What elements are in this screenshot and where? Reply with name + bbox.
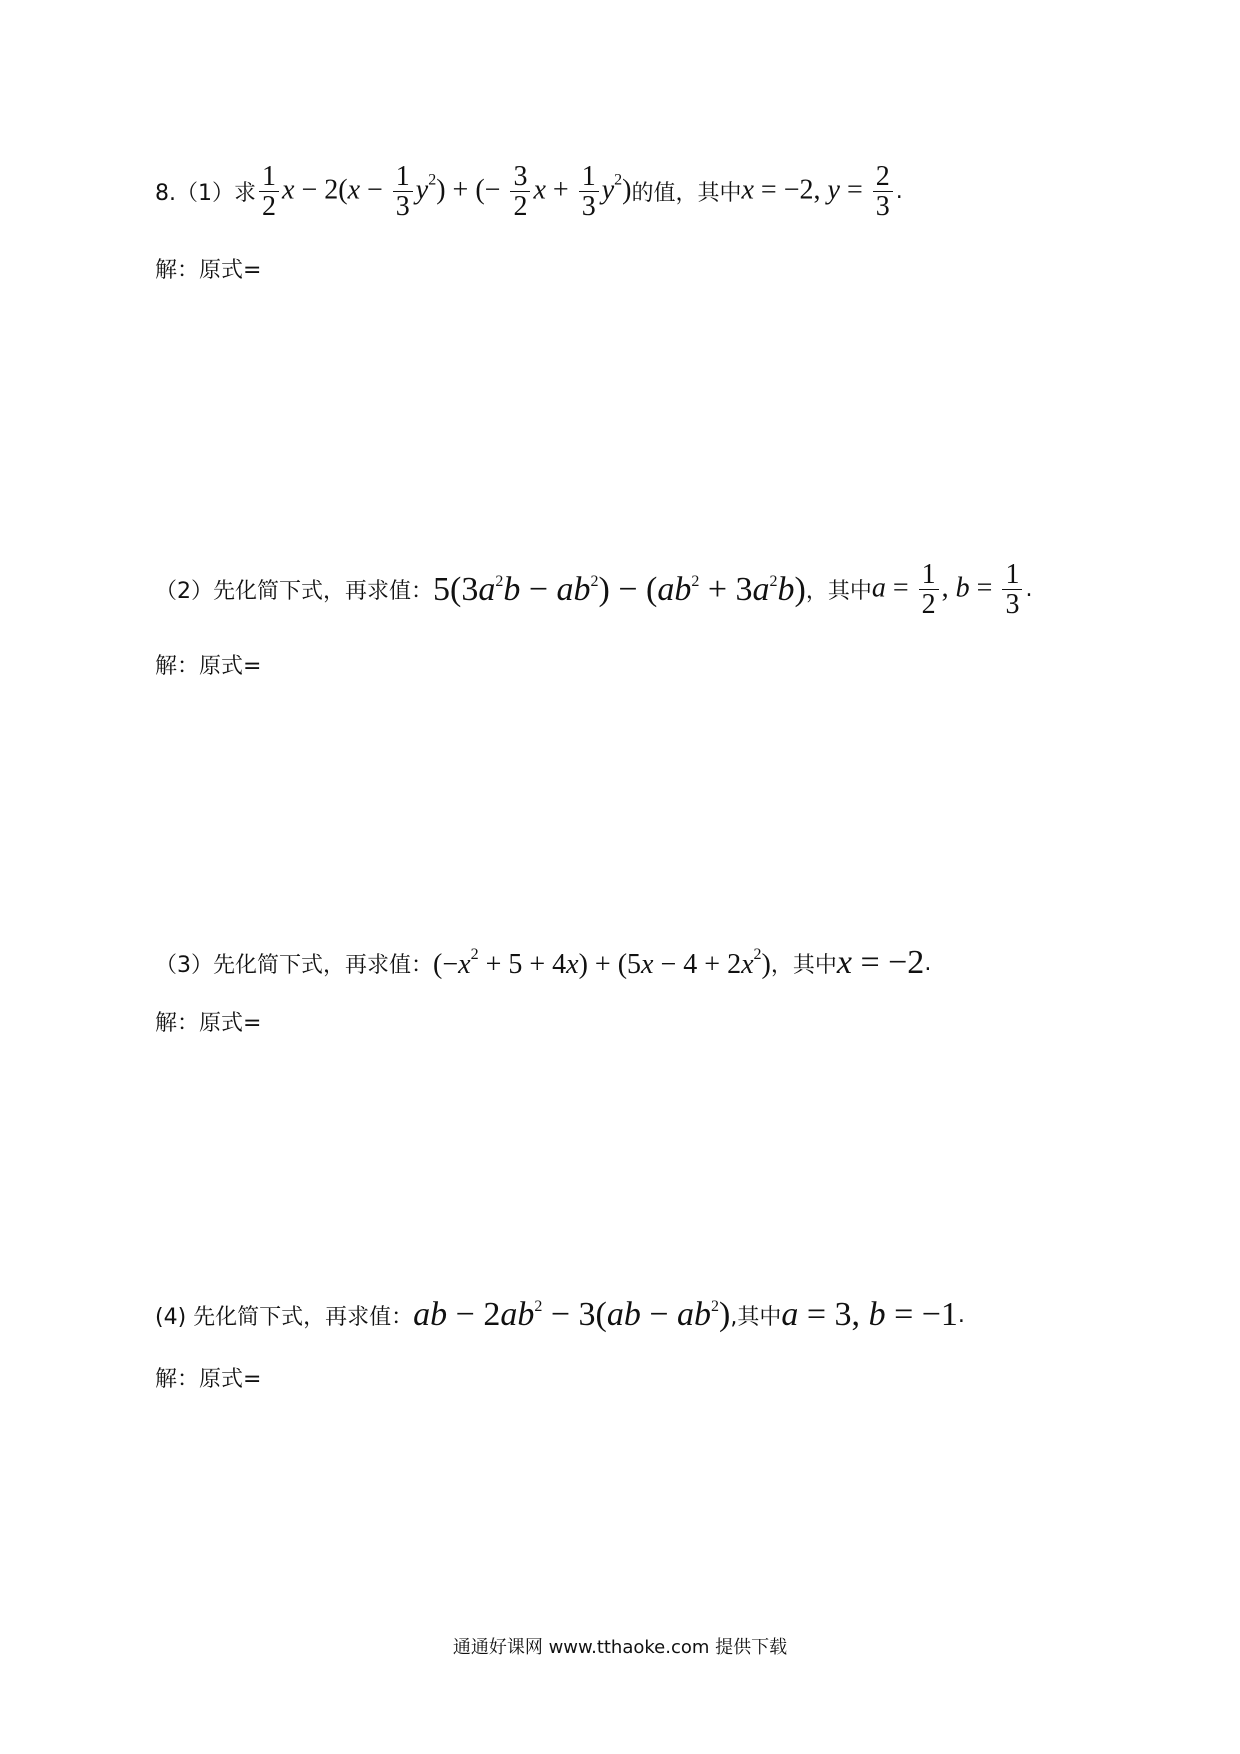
question-1-answer-label: 解：原式=	[155, 258, 262, 283]
question-4-connector: ,其中	[730, 1304, 782, 1330]
question-1-condition: x = −2, y = $\frac{2}{3}$	[741, 162, 895, 222]
question-3-answer-label: 解：原式=	[155, 1011, 262, 1036]
question-2-expression: $5(3a^2b - ab^2) - (ab^2 + 3a^2b)$	[433, 570, 806, 608]
question-1-prefix: 8.（1）求	[155, 181, 256, 207]
question-2-answer-label: 解：原式=	[155, 654, 262, 679]
question-3-condition: x = −2	[836, 944, 925, 981]
question-4-end: .	[957, 1302, 965, 1328]
footer-credit: 通通好课网 www.tthaoke.com 提供下载	[452, 1637, 788, 1658]
question-4-answer-label: 解：原式=	[155, 1367, 262, 1392]
question-4-condition: a = 3, b = −1	[781, 1296, 958, 1333]
question-3-expression: $(-x^2 + 5 + 4x) + (5x - 4 + 2x^2)$	[433, 945, 771, 980]
question-2-connector: ，其中	[805, 579, 872, 605]
question-3-end: .	[924, 950, 932, 976]
question-1-connector: 的值，其中	[631, 181, 742, 207]
question-1-end: .	[895, 179, 903, 205]
question-1-expression: $\frac{1}{2}$ x − 2(x − $\frac{1}{3}$ $y^2$) + (− $\frac{3}{2}$ x + $\frac{1}{3}$ $y^2$)	[256, 162, 631, 222]
question-3	[155, 944, 931, 982]
question-2-condition: a = $\frac{1}{2}$ , b = $\frac{1}{3}$	[872, 560, 1026, 620]
question-2-prefix: （2）先化简下式，再求值：	[155, 579, 433, 605]
question-2	[155, 560, 1032, 620]
question-4	[155, 1296, 965, 1334]
question-1	[155, 162, 903, 222]
question-4-prefix: (4) 先化简下式，再求值：	[155, 1304, 414, 1330]
question-2-end: .	[1025, 577, 1033, 603]
question-3-prefix: （3）先化简下式，再求值：	[155, 952, 433, 978]
question-4-expression: ab − $2ab^2 - 3(ab - ab^2)$	[413, 1296, 731, 1333]
question-3-connector: ，其中	[770, 952, 837, 978]
